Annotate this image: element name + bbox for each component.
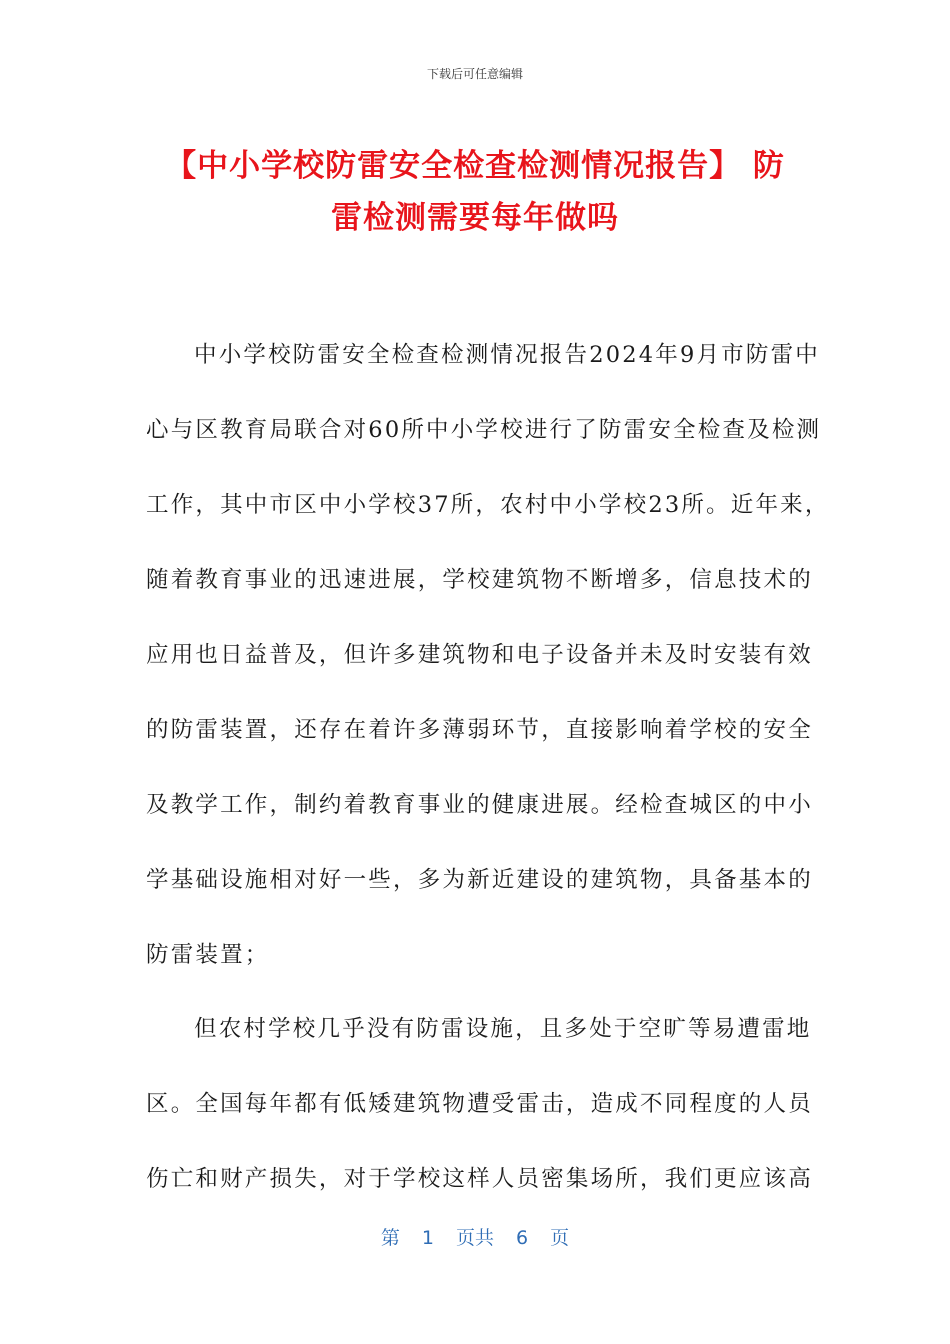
- footer-prefix: 第: [380, 1227, 400, 1249]
- paragraph-2: [146, 992, 813, 1217]
- paragraph-line: 学基础设施相对好一些，多为新近建设的建筑物，具备基本的: [146, 867, 813, 893]
- paragraph-line: 中小学校防雷安全检查检测情况报告2024年9月市防雷中: [194, 342, 820, 368]
- paragraph-line: 心与区教育局联合对60所中小学校进行了防雷安全检查及检测: [146, 417, 822, 443]
- paragraph-line: 随着教育事业的迅速进展，学校建筑物不断增多，信息技术的: [146, 567, 813, 593]
- footer-suffix: 页: [550, 1227, 570, 1249]
- footer-middle: 页共: [455, 1227, 494, 1249]
- footer-current-page: 1: [421, 1227, 434, 1249]
- paragraph-line: 伤亡和财产损失，对于学校这样人员密集场所，我们更应该高: [146, 1166, 813, 1192]
- paragraph-line: 应用也日益普及，但许多建筑物和电子设备并未及时安装有效: [146, 642, 813, 668]
- paragraph-line: 及教学工作，制约着教育事业的健康进展。经检查城区的中小: [146, 792, 813, 818]
- page-header-note: 下载后可任意编辑: [426, 67, 523, 81]
- paragraph-line: 的防雷装置，还存在着许多薄弱环节，直接影响着学校的安全: [146, 717, 813, 743]
- paragraph-line: 但农村学校几乎没有防雷设施，且多处于空旷等易遭雷地: [194, 1016, 812, 1042]
- paragraph-1: [146, 318, 830, 993]
- title-line-1: 【中小学校防雷安全检查检测情况报告】 防: [165, 148, 785, 184]
- footer-total-pages: 6: [516, 1227, 529, 1249]
- paragraph-line: 防雷装置；: [146, 942, 270, 968]
- title-line-2: 雷检测需要每年做吗: [331, 200, 619, 236]
- page-footer: [0, 1224, 950, 1252]
- document-title: [140, 140, 810, 244]
- paragraph-line: 区。全国每年都有低矮建筑物遭受雷击，造成不同程度的人员: [146, 1091, 813, 1117]
- paragraph-line: 工作，其中市区中小学校37所，农村中小学校23所。近年来，: [146, 492, 830, 518]
